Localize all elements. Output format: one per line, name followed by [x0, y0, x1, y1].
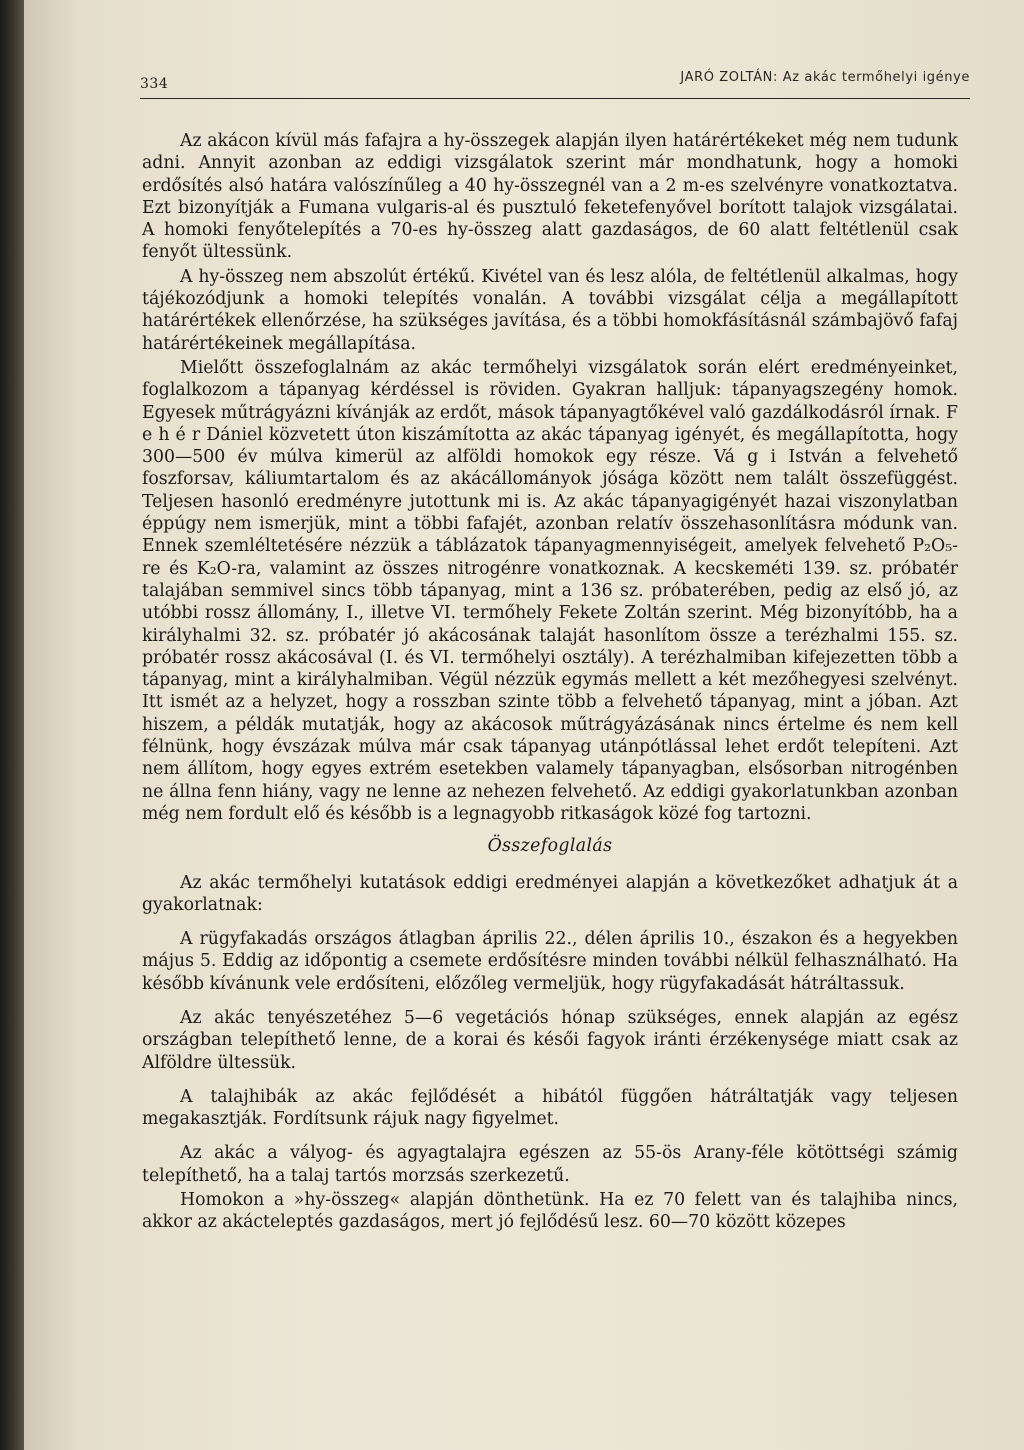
summary-paragraph-5: Az akác a vályog- és agyagtalajra egészen az 55-ös Arany-féle kötöttségi számig telepíthető, ha a talaj tartós morzsás szerkezetű.: [142, 1143, 958, 1186]
page-header: [140, 70, 970, 99]
section-title: Összefoglalás: [487, 836, 613, 857]
book-spine-shadow: [0, 0, 24, 1450]
summary-paragraph-1: Az akác termőhelyi kutatások eddigi eredményei alapján a következőket adhatjuk át a gyakorlatnak:: [142, 872, 958, 915]
body-paragraph-2: A hy-összeg nem abszolút értékű. Kivétel van és lesz alóla, de feltétlenül alkalmas, hogy tájékozódjunk a homoki telepítés vonalán. A további vizsgálat célja a megállapított határértékek ellenőrzése, ha szükséges javítása, és a többi homokfásításnál számbajövő fafaj határértékeinek megállapítása.: [142, 266, 958, 354]
body-paragraph-1: Az akácon kívül más fafajra a hy-összegek alapján ilyen határértékeket még nem tudunk adni. Annyit azonban az eddigi vizsgálatok szerint már mondhatunk, hogy a homoki erdősítés alsó határa valószínűleg a 40 hy-összegnél van a 2 m-es szelvényre vonatkoztatva. Ezt bizonyítják a Fumana vulgaris-al és pusztuló feketefenyővel borított talajok vizsgálatai. A homoki fenyőtelepítés a 70-es hy-összeg alatt gazdaságos, de 60 alatt feltétlenül csak fenyőt ültessünk.: [142, 131, 958, 263]
summary-paragraph-2: A rügyfakadás országos átlagban április 22., délen április 10., északon és a hegyekben május 5. Eddig az időpontig a csemete erdősítésre minden további nélkül felhasználható. Ha később kívánunk vele erdősíteni, előzőleg vermeljük, hogy rügyfakadását hátráltassuk.: [142, 929, 958, 994]
body-paragraph-3: Mielőtt összefoglalnám az akác termőhelyi vizsgálatok során elért eredményeinket, foglalkozom a tápanyag kérdéssel is röviden. Gyakran halljuk: tápanyagszegény homok. Egyesek műtrágyázni kívánják az erdőt, mások tápanyagtőkével való gazdálkodásról írnak. F e h é r Dániel közvetett úton kiszámította az akác tápanyag igényét, és megállapította, hogy 300—500 év múlva kimerül az alföldi homokok egy része. Vá g i István a felvehető foszforsav, káliumtartalom és az akácállományok jósága között nem talált összefüggést. Teljesen hasonló eredményre jutottunk mi is. Az akác tápanyagigényét hazai viszonylatban éppúgy nem ismerjük, mint a többi fafajét, azonban relatív összehasonlításra módunk van. Ennek szemléltetésére nézzük a táblázatok tápanyagmennyiségeit, amelyek felvehető P₂O₅-re és K₂O-ra, valamint az összes nitrogénre vonatkoznak. A kecskeméti 139. sz. próbatér talajában semmivel sincs több tápanyag, mint a 136 sz. próbaterében, pedig az első jó, az utóbbi rossz állomány, I., illetve VI. termőhely Fekete Zoltán szerint. Még bizonyítóbb, ha a királyhalmi 32. sz. próbatér jó akácosának talaját hasonlítom össze a terézhalmi 155. sz. próbatér rossz akácosával (I. és VI. termőhelyi osztály). A terézhalmiban kifejezetten több a tápanyag, mint a királyhalmiban. Végül nézzük egymás mellett a két mezőhegyesi szelvényt. Itt ismét az a helyzet, hogy a rosszban szinte több a felvehető tápanyag, mint a jóban. Azt hiszem, a példák mutatják, hogy az akácosok műtrágyázásának nincs értelme és nem kell félnünk, hogy évszázak múlva már csak tápanyag utánpótlással lehet erdőt telepíteni. Azt nem állítom, hogy egyes extrém esetekben valamely tápanyagban, elsősorban nitrogénben ne állna fenn hiány, vagy ne lenne az nehezen felvehető. Az eddigi gyakorlatunkban azonban még nem fordult elő és később is a legnagyobb ritkaságok közé fog tartozni.: [142, 357, 958, 824]
running-head: JARÓ ZOLTÁN: Az akác termőhelyi igénye: [680, 70, 970, 85]
summary-paragraph-3: Az akác tenyészetéhez 5—6 vegetációs hónap szükséges, ennek alapján az egész országban telepíthető lenne, de a korai és késői fagyok iránti érzékenysége miatt csak az Alföldre ültessük.: [142, 1007, 958, 1073]
page-number: 334: [140, 76, 169, 92]
summary-paragraph-6: Homokon a »hy-összeg« alapján dönthetünk. Ha ez 70 felett van és talajhiba nincs, akkor az akácteleptés gazdaságos, mert jó fejlődésű lesz. 60—70 között közepes: [142, 1190, 958, 1233]
summary-paragraph-4: A talajhibák az akác fejlődését a hibától függően hátráltatják vagy teljesen megakasztják. Fordítsunk rájuk nagy figyelmet.: [142, 1086, 958, 1130]
page-body: [142, 130, 958, 1234]
book-page: [24, 0, 1024, 1450]
